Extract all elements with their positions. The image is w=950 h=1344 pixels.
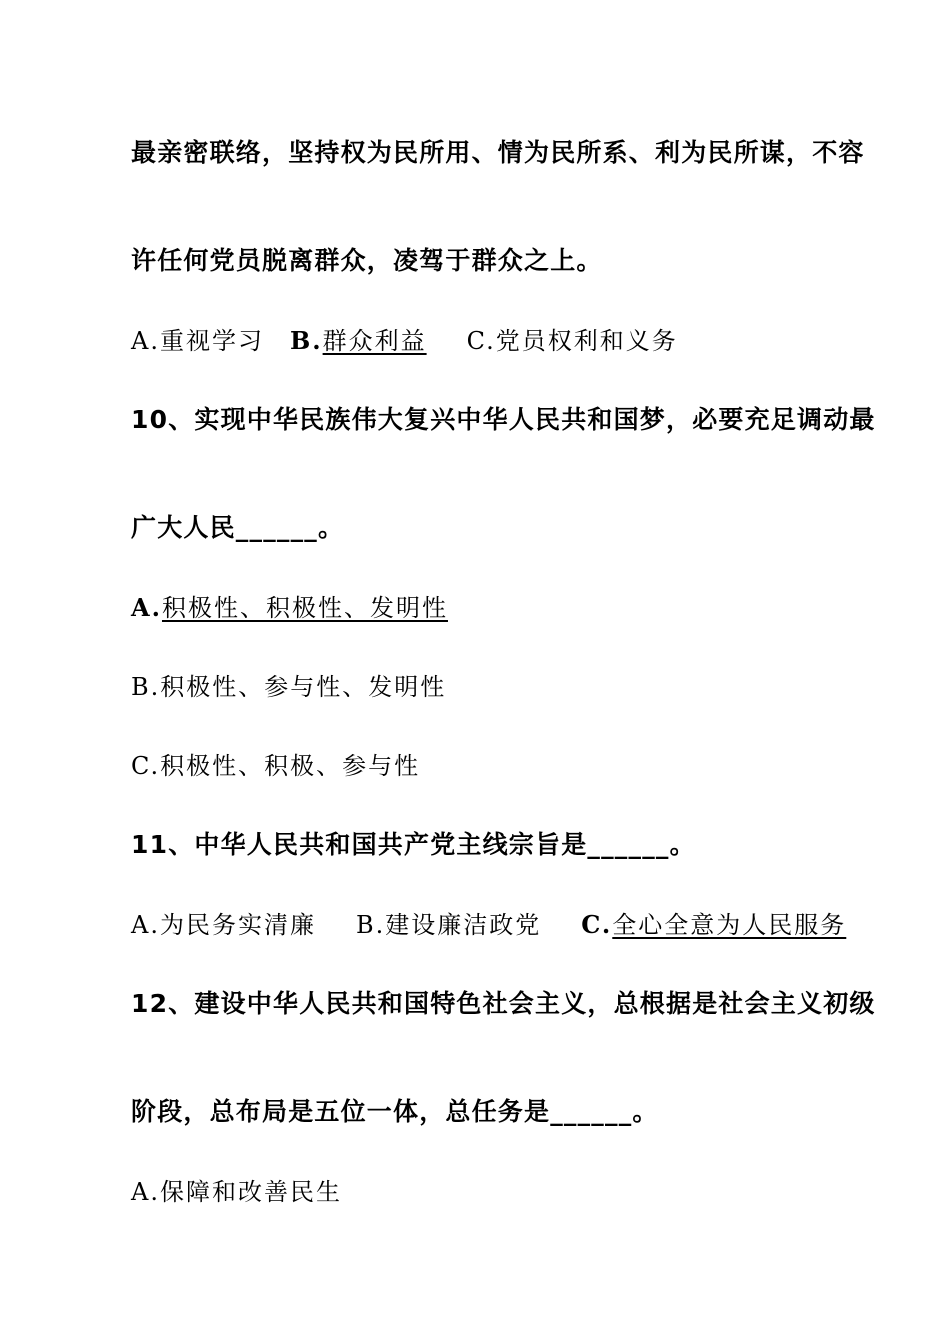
question-10-option-a: [131, 588, 448, 623]
question-12-option-a: A.保障和改善民生: [131, 1178, 342, 1206]
question-11-options: [131, 905, 846, 940]
option-a-answer: 积极性、积极性、发明性: [161, 594, 448, 622]
question-9-text-line-1: 最亲密联络，坚持权为民所用、情为民所系、利为民所谋，不容: [131, 138, 865, 167]
option-a-label: A.: [131, 593, 162, 622]
option-a: A.为民务实清廉: [131, 911, 316, 939]
question-10-option-b: B.积极性、参与性、发明性: [131, 673, 447, 701]
option-b-label: B.: [289, 326, 323, 355]
question-9-text-line-2: 许任何党员脱离群众，凌驾于群众之上。: [131, 246, 603, 275]
question-11-text: 11、中华人民共和国共产党主线宗旨是______。: [131, 830, 696, 859]
question-12-text-line-1: 12、建设中华人民共和国特色社会主义，总根据是社会主义初级: [131, 989, 876, 1018]
question-9-options: [131, 321, 678, 356]
option-a: A.重视学习: [131, 327, 264, 355]
option-b-answer: 群众利益: [322, 327, 427, 355]
option-c: C.党员权利和义务: [466, 327, 678, 355]
question-10-option-c: C.积极性、积极、参与性: [131, 752, 421, 780]
option-c-answer: 全心全意为人民服务: [612, 911, 847, 939]
question-10-text-line-1: 10、实现中华民族伟大复兴中华人民共和国梦，必要充足调动最: [131, 405, 876, 434]
option-b: B.建设廉洁政党: [355, 911, 542, 939]
question-10-text-line-2: 广大人民______。: [131, 513, 345, 542]
option-c-label: C.: [581, 910, 613, 939]
question-12-text-line-2: 阶段，总布局是五位一体，总任务是______。: [131, 1097, 659, 1126]
